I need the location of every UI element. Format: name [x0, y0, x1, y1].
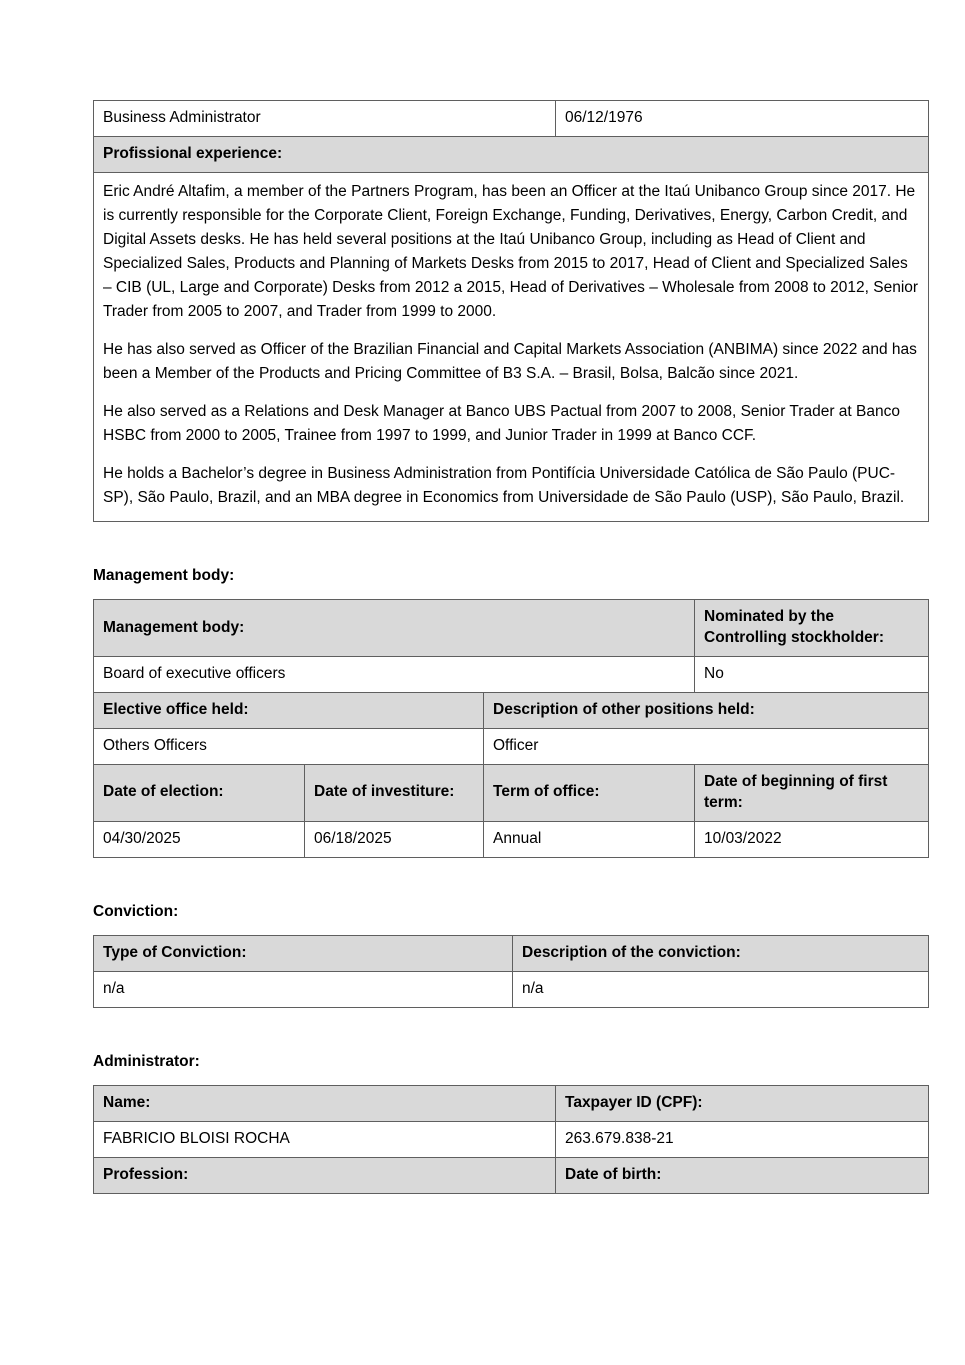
date-of-investiture-label: Date of investiture: — [305, 764, 484, 821]
table-row — [94, 600, 929, 657]
conviction-type-value: n/a — [94, 971, 513, 1007]
table-row — [94, 136, 929, 172]
date-of-election-label: Date of election: — [94, 764, 305, 821]
administrator-name-value: FABRICIO BLOISI ROCHA — [94, 1122, 556, 1158]
management-body-heading: Management body: — [93, 566, 235, 584]
experience-paragraph: He also served as a Relations and Desk Manager at Banco UBS Pactual from 2007 to 2008, Senior Trader at Banco HSBC from 2000 to 2005, Trainee from 1997 to 1999, and Junior Trader in 1999 at Banco CCF. — [103, 402, 900, 444]
professional-experience-header: Profissional experience: — [94, 136, 929, 172]
elective-office-value: Others Officers — [94, 728, 484, 764]
officer-details-table — [93, 100, 929, 522]
table-row — [94, 692, 929, 728]
date-of-investiture-value: 06/18/2025 — [305, 821, 484, 857]
term-of-office-value: Annual — [484, 821, 695, 857]
conviction-description-value: n/a — [513, 971, 929, 1007]
administrator-name-label: Name: — [94, 1086, 556, 1122]
table-row — [94, 657, 929, 693]
table-row — [94, 971, 929, 1007]
table-row — [94, 1086, 929, 1122]
officer-profession-value: Business Administrator — [94, 101, 556, 137]
conviction-table — [93, 935, 929, 1008]
first-term-label: Date of beginning of first term: — [695, 764, 929, 821]
table-row — [94, 728, 929, 764]
table-row — [94, 935, 929, 971]
experience-paragraph: He holds a Bachelor’s degree in Business Administration from Pontifícia Universidade Católica de São Paulo (PUC-SP), São Paulo, Brazil, and an MBA degree in Economics from Universidade de São Paulo (USP), São Paulo, Brazil. — [103, 464, 905, 506]
officer-birth-date-value: 06/12/1976 — [556, 101, 929, 137]
administrator-heading: Administrator: — [93, 1052, 200, 1070]
first-term-value: 10/03/2022 — [695, 821, 929, 857]
table-row — [94, 1122, 929, 1158]
table-row — [94, 764, 929, 821]
conviction-heading: Conviction: — [93, 902, 179, 920]
conviction-type-label: Type of Conviction: — [94, 935, 513, 971]
administrator-profession-label: Profession: — [94, 1158, 556, 1194]
professional-experience-cell — [94, 172, 929, 521]
page-content — [93, 100, 928, 1194]
table-row — [94, 821, 929, 857]
elective-office-label: Elective office held: — [94, 692, 484, 728]
management-body-table — [93, 599, 929, 857]
experience-paragraph: He has also served as Officer of the Brazilian Financial and Capital Markets Association (ANBIMA) since 2022 and has been a Member of the Products and Pricing Committee of B3 S.A. – Brasil, Bolsa, Balcão since 2021. — [103, 340, 917, 382]
experience-paragraph: Eric André Altafim, a member of the Partners Program, has been an Officer at the Itaú Unibanco Group since 2017. He is currently responsible for the Corporate Client, Foreign Exchange, Funding, Derivatives, Energy, Carbon Credit, and Digital Assets desks. He has held several positions at the Itaú Unibanco Group, including as Head of Client and Specialized Sales, Products and Planning of Markets Desks from 2015 to 2017, Head of Client and Specialized Sales – CIB (UL, Large and Corporate) Desks from 2012 a 2015, Head of Derivatives – Wholesale from 2008 to 2012, Senior Trader from 2005 to 2007, and Trader from 1999 to 2000. — [103, 182, 919, 320]
management-body-value: Board of executive officers — [94, 657, 695, 693]
table-row — [94, 172, 929, 521]
nominated-by-controller-value: No — [695, 657, 929, 693]
conviction-description-label: Description of the conviction: — [513, 935, 929, 971]
other-positions-label: Description of other positions held: — [484, 692, 929, 728]
administrator-cpf-value: 263.679.838-21 — [556, 1122, 929, 1158]
management-body-label: Management body: — [94, 600, 695, 657]
other-positions-value: Officer — [484, 728, 929, 764]
table-row — [94, 101, 929, 137]
nominated-by-controller-label: Nominated by the Controlling stockholder: — [695, 600, 929, 657]
date-of-election-value: 04/30/2025 — [94, 821, 305, 857]
administrator-birth-label: Date of birth: — [556, 1158, 929, 1194]
administrator-cpf-label: Taxpayer ID (CPF): — [556, 1086, 929, 1122]
term-of-office-label: Term of office: — [484, 764, 695, 821]
table-row — [94, 1158, 929, 1194]
administrator-table — [93, 1085, 929, 1194]
